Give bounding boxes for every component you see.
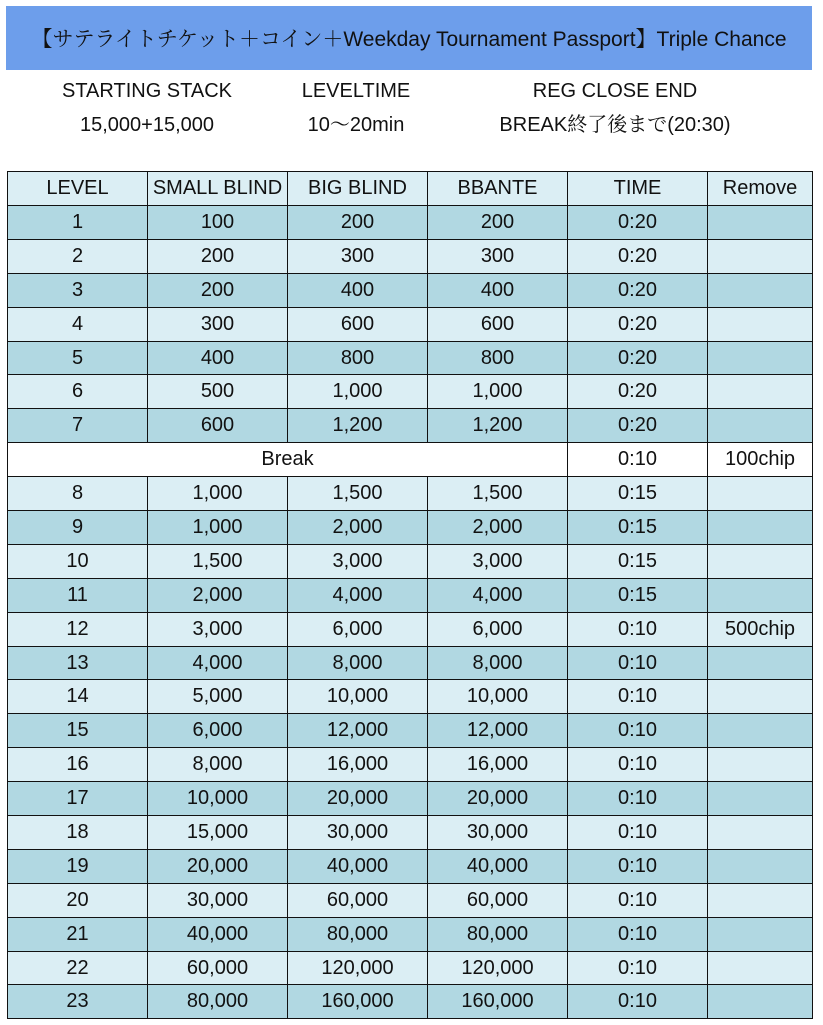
- small-blind-cell: 200: [148, 239, 288, 273]
- blind-structure-table: [7, 171, 813, 1019]
- level-time-value: 10〜20min: [307, 114, 405, 136]
- time-cell: 0:20: [568, 206, 708, 240]
- bbante-cell: 20,000: [428, 782, 568, 816]
- level-time-label: LEVELTIME: [301, 80, 411, 102]
- starting-stack-value: 15,000+15,000: [79, 114, 215, 136]
- table-row: [8, 646, 813, 680]
- time-cell: 0:10: [568, 985, 708, 1019]
- level-cell: 6: [8, 375, 148, 409]
- remove-cell: 100chip: [708, 443, 813, 477]
- time-cell: 0:15: [568, 544, 708, 578]
- level-cell: 7: [8, 409, 148, 443]
- table-row: [8, 816, 813, 850]
- time-cell: 0:10: [568, 612, 708, 646]
- level-cell: 1: [8, 206, 148, 240]
- big-blind-cell: 2,000: [288, 511, 428, 545]
- break-label: Break: [8, 443, 568, 477]
- time-cell: 0:10: [568, 714, 708, 748]
- level-cell: 19: [8, 849, 148, 883]
- reg-close-value: BREAK終了後まで(20:30): [499, 114, 731, 136]
- bbante-cell: 1,200: [428, 409, 568, 443]
- table-row: [8, 477, 813, 511]
- level-cell: 17: [8, 782, 148, 816]
- big-blind-cell: 160,000: [288, 985, 428, 1019]
- time-cell: 0:20: [568, 307, 708, 341]
- table-row: [8, 985, 813, 1019]
- starting-stack-info: [12, 74, 282, 142]
- table-row: [8, 917, 813, 951]
- small-blind-cell: 20,000: [148, 849, 288, 883]
- time-cell: 0:20: [568, 341, 708, 375]
- level-cell: 8: [8, 477, 148, 511]
- table-row: [8, 511, 813, 545]
- remove-cell: 500chip: [708, 612, 813, 646]
- header-remove: Remove: [708, 172, 813, 206]
- level-cell: 21: [8, 917, 148, 951]
- small-blind-cell: 1,000: [148, 477, 288, 511]
- bbante-cell: 10,000: [428, 680, 568, 714]
- time-cell: 0:20: [568, 409, 708, 443]
- header-level: LEVEL: [8, 172, 148, 206]
- time-cell: 0:10: [568, 443, 708, 477]
- small-blind-cell: 4,000: [148, 646, 288, 680]
- page-title: 【サテライトチケット＋コイン＋Weekday Tournament Passport】Triple Chance: [31, 28, 787, 51]
- table-row: [8, 849, 813, 883]
- remove-cell: [708, 917, 813, 951]
- bbante-cell: 16,000: [428, 748, 568, 782]
- time-cell: 0:10: [568, 646, 708, 680]
- big-blind-cell: 10,000: [288, 680, 428, 714]
- small-blind-cell: 100: [148, 206, 288, 240]
- remove-cell: [708, 511, 813, 545]
- big-blind-cell: 16,000: [288, 748, 428, 782]
- bbante-cell: 4,000: [428, 578, 568, 612]
- big-blind-cell: 60,000: [288, 883, 428, 917]
- header-bbante: BBANTE: [428, 172, 568, 206]
- header-small-blind: SMALL BLIND: [148, 172, 288, 206]
- table-row: [8, 951, 813, 985]
- reg-close-info: [440, 74, 790, 142]
- bbante-cell: 400: [428, 273, 568, 307]
- time-cell: 0:20: [568, 375, 708, 409]
- bbante-cell: 60,000: [428, 883, 568, 917]
- big-blind-cell: 600: [288, 307, 428, 341]
- level-cell: 20: [8, 883, 148, 917]
- remove-cell: [708, 578, 813, 612]
- bbante-cell: 120,000: [428, 951, 568, 985]
- bbante-cell: 2,000: [428, 511, 568, 545]
- level-cell: 3: [8, 273, 148, 307]
- remove-cell: [708, 341, 813, 375]
- level-cell: 10: [8, 544, 148, 578]
- bbante-cell: 600: [428, 307, 568, 341]
- time-cell: 0:10: [568, 951, 708, 985]
- bbante-cell: 30,000: [428, 816, 568, 850]
- big-blind-cell: 3,000: [288, 544, 428, 578]
- table-row: [8, 307, 813, 341]
- big-blind-cell: 1,000: [288, 375, 428, 409]
- time-cell: 0:10: [568, 748, 708, 782]
- bbante-cell: 800: [428, 341, 568, 375]
- small-blind-cell: 1,500: [148, 544, 288, 578]
- small-blind-cell: 600: [148, 409, 288, 443]
- small-blind-cell: 40,000: [148, 917, 288, 951]
- small-blind-cell: 10,000: [148, 782, 288, 816]
- level-cell: 23: [8, 985, 148, 1019]
- big-blind-cell: 200: [288, 206, 428, 240]
- time-cell: 0:10: [568, 883, 708, 917]
- time-cell: 0:15: [568, 511, 708, 545]
- table-row: [8, 883, 813, 917]
- level-cell: 15: [8, 714, 148, 748]
- remove-cell: [708, 680, 813, 714]
- time-cell: 0:15: [568, 477, 708, 511]
- table-row: [8, 239, 813, 273]
- bbante-cell: 8,000: [428, 646, 568, 680]
- table-row: [8, 409, 813, 443]
- bbante-cell: 1,000: [428, 375, 568, 409]
- big-blind-cell: 30,000: [288, 816, 428, 850]
- bbante-cell: 1,500: [428, 477, 568, 511]
- remove-cell: [708, 985, 813, 1019]
- level-time-info: [266, 74, 446, 142]
- small-blind-cell: 1,000: [148, 511, 288, 545]
- big-blind-cell: 12,000: [288, 714, 428, 748]
- remove-cell: [708, 409, 813, 443]
- bbante-cell: 40,000: [428, 849, 568, 883]
- big-blind-cell: 6,000: [288, 612, 428, 646]
- break-row: [8, 443, 813, 477]
- big-blind-cell: 800: [288, 341, 428, 375]
- level-cell: 12: [8, 612, 148, 646]
- table-row: [8, 782, 813, 816]
- remove-cell: [708, 883, 813, 917]
- big-blind-cell: 4,000: [288, 578, 428, 612]
- big-blind-cell: 1,200: [288, 409, 428, 443]
- table-row: [8, 578, 813, 612]
- table-header-row: [8, 172, 813, 206]
- remove-cell: [708, 273, 813, 307]
- big-blind-cell: 80,000: [288, 917, 428, 951]
- small-blind-cell: 300: [148, 307, 288, 341]
- table-body: [8, 206, 813, 1019]
- remove-cell: [708, 307, 813, 341]
- bbante-cell: 80,000: [428, 917, 568, 951]
- small-blind-cell: 2,000: [148, 578, 288, 612]
- table-row: [8, 341, 813, 375]
- big-blind-cell: 8,000: [288, 646, 428, 680]
- big-blind-cell: 40,000: [288, 849, 428, 883]
- time-cell: 0:10: [568, 917, 708, 951]
- small-blind-cell: 80,000: [148, 985, 288, 1019]
- remove-cell: [708, 646, 813, 680]
- small-blind-cell: 400: [148, 341, 288, 375]
- table-row: [8, 714, 813, 748]
- big-blind-cell: 20,000: [288, 782, 428, 816]
- small-blind-cell: 15,000: [148, 816, 288, 850]
- small-blind-cell: 30,000: [148, 883, 288, 917]
- small-blind-cell: 5,000: [148, 680, 288, 714]
- bbante-cell: 200: [428, 206, 568, 240]
- bbante-cell: 6,000: [428, 612, 568, 646]
- table-row: [8, 680, 813, 714]
- time-cell: 0:10: [568, 680, 708, 714]
- remove-cell: [708, 782, 813, 816]
- time-cell: 0:10: [568, 849, 708, 883]
- reg-close-label: REG CLOSE END: [532, 80, 698, 102]
- table-row: [8, 748, 813, 782]
- level-cell: 14: [8, 680, 148, 714]
- remove-cell: [708, 477, 813, 511]
- level-cell: 13: [8, 646, 148, 680]
- level-cell: 18: [8, 816, 148, 850]
- bbante-cell: 300: [428, 239, 568, 273]
- small-blind-cell: 8,000: [148, 748, 288, 782]
- big-blind-cell: 1,500: [288, 477, 428, 511]
- small-blind-cell: 60,000: [148, 951, 288, 985]
- small-blind-cell: 500: [148, 375, 288, 409]
- bbante-cell: 3,000: [428, 544, 568, 578]
- remove-cell: [708, 544, 813, 578]
- level-cell: 4: [8, 307, 148, 341]
- level-cell: 22: [8, 951, 148, 985]
- remove-cell: [708, 816, 813, 850]
- level-cell: 11: [8, 578, 148, 612]
- table-row: [8, 206, 813, 240]
- small-blind-cell: 200: [148, 273, 288, 307]
- time-cell: 0:10: [568, 816, 708, 850]
- remove-cell: [708, 849, 813, 883]
- big-blind-cell: 300: [288, 239, 428, 273]
- remove-cell: [708, 375, 813, 409]
- remove-cell: [708, 206, 813, 240]
- remove-cell: [708, 239, 813, 273]
- big-blind-cell: 400: [288, 273, 428, 307]
- header-big-blind: BIG BLIND: [288, 172, 428, 206]
- time-cell: 0:10: [568, 782, 708, 816]
- level-cell: 2: [8, 239, 148, 273]
- title-banner: [6, 6, 812, 70]
- table-row: [8, 375, 813, 409]
- table-row: [8, 612, 813, 646]
- big-blind-cell: 120,000: [288, 951, 428, 985]
- small-blind-cell: 3,000: [148, 612, 288, 646]
- bbante-cell: 12,000: [428, 714, 568, 748]
- starting-stack-label: STARTING STACK: [61, 80, 233, 102]
- time-cell: 0:20: [568, 239, 708, 273]
- time-cell: 0:15: [568, 578, 708, 612]
- table-row: [8, 544, 813, 578]
- level-cell: 5: [8, 341, 148, 375]
- bbante-cell: 160,000: [428, 985, 568, 1019]
- table-row: [8, 273, 813, 307]
- level-cell: 9: [8, 511, 148, 545]
- header-time: TIME: [568, 172, 708, 206]
- level-cell: 16: [8, 748, 148, 782]
- time-cell: 0:20: [568, 273, 708, 307]
- small-blind-cell: 6,000: [148, 714, 288, 748]
- remove-cell: [708, 714, 813, 748]
- remove-cell: [708, 951, 813, 985]
- remove-cell: [708, 748, 813, 782]
